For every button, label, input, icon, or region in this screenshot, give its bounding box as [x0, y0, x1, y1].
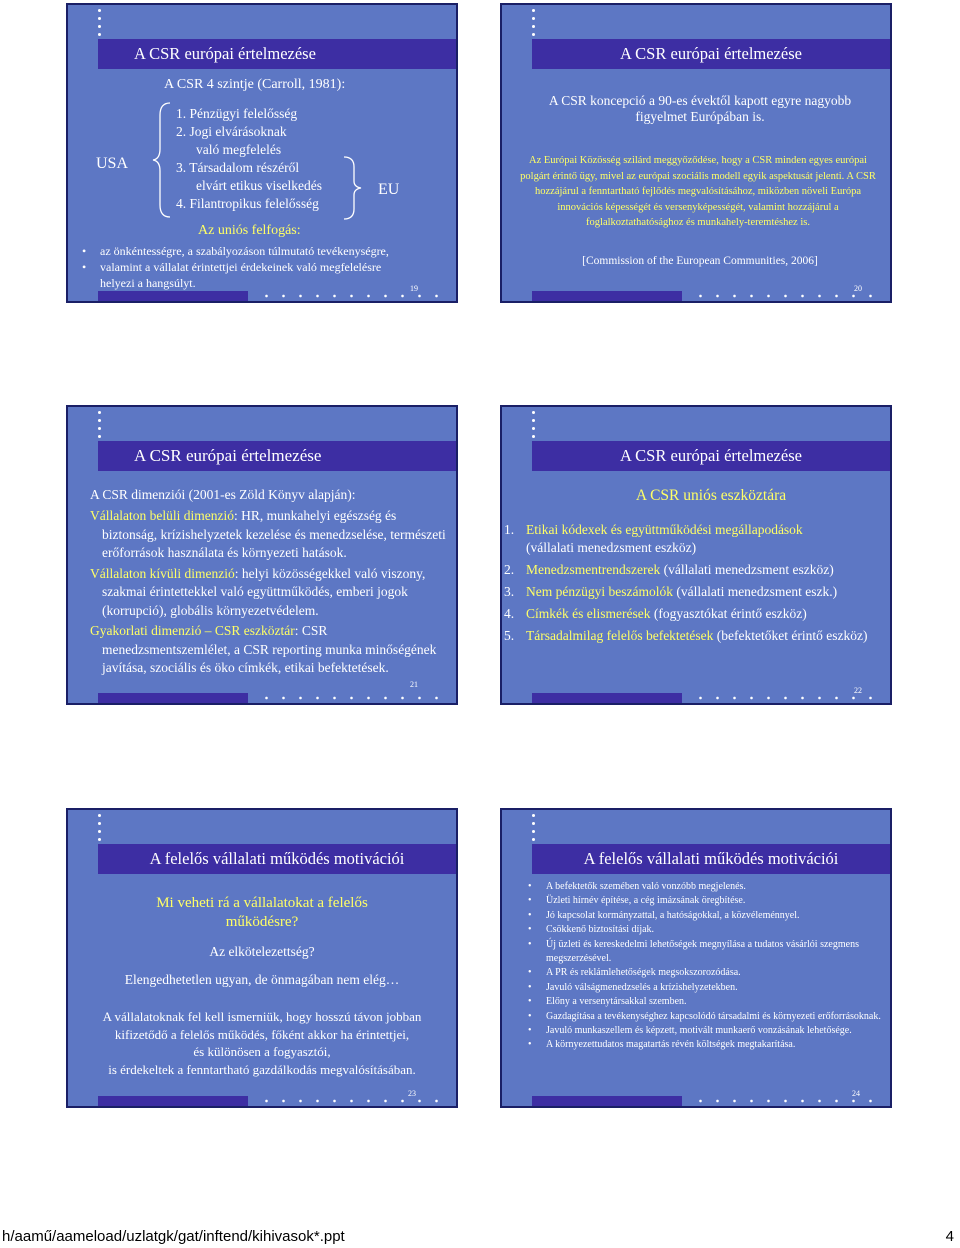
- decor-dots: [98, 9, 104, 36]
- level-2: 2. Jogi elvárásoknak: [176, 124, 287, 139]
- slide-heading: A CSR uniós eszköztára: [635, 487, 787, 504]
- slide-title: A felelős vállalati működés motivációi: [98, 844, 456, 874]
- slide-23: [66, 808, 458, 1108]
- item-number: 4.: [504, 606, 515, 621]
- paragraph-line-4: is érdekeltek a fenntartható gazdálkodás megvalósításában.: [108, 1061, 416, 1077]
- dimension-external-label: Vállalaton kívüli dimenzió: [90, 565, 235, 581]
- body-line-1: • az önkéntességre, a szabályozáson túlmutató tevékenységre,: [78, 243, 446, 259]
- carroll-levels: [176, 105, 322, 213]
- item-rest: (vállalati menedzsment eszköz): [526, 540, 697, 555]
- slide-24: [500, 808, 892, 1108]
- list-item: • Javuló munkaszellem és képzett, motivált munkaerő vonzásának lehetősége.: [524, 1024, 882, 1038]
- item-text: [526, 561, 834, 579]
- sheet-page-number: 4: [945, 1228, 954, 1245]
- page-number: 24: [852, 1089, 860, 1098]
- item-rest: (vállalati menedzsment eszk.): [676, 584, 838, 599]
- toolkit-item-5: [504, 627, 884, 645]
- page-number: 19: [410, 284, 418, 293]
- decor-dots: [532, 814, 538, 841]
- toolkit-item-3: [504, 583, 884, 601]
- slide-21: [66, 405, 458, 705]
- list-item: • Jó kapcsolat kormányzattal, a hatóságokkal, a közvéleménnyel.: [524, 909, 882, 923]
- item-rest: (befektetőket érintő eszköz): [716, 628, 868, 643]
- right-brace-icon: [342, 155, 362, 221]
- dimension-external: [90, 565, 448, 621]
- dimension-practical-label: Gyakorlati dimenzió – CSR eszköztár: [90, 623, 295, 638]
- paragraph-line-2: kifizetődő a felelős működés, főként akkor ha érintettjei,: [114, 1026, 410, 1042]
- bottom-dots: [692, 696, 880, 700]
- bottom-bar: [532, 1096, 682, 1106]
- slide-intro: A CSR koncepció a 90-es évektől kapott egyre nagyobb figyelmet Európában is.: [548, 93, 852, 124]
- slide-title: A felelős vállalati működés motivációi: [532, 844, 890, 874]
- item-bold: Menedzsmentrendszerek: [526, 562, 661, 577]
- page-number: 23: [408, 1089, 416, 1098]
- page-footer: [0, 1226, 960, 1248]
- citation: [Commission of the European Communities, 2006]: [582, 255, 818, 267]
- bottom-bar: [98, 291, 248, 301]
- slide-heading: A CSR 4 szintje (Carroll, 1981):: [164, 77, 346, 92]
- item-number: 5.: [504, 628, 515, 643]
- motivation-list: [524, 880, 882, 1053]
- list-item: • A befektetők szemében való vonzóbb megjelenés.: [524, 880, 882, 894]
- item-number: 2.: [504, 562, 515, 577]
- bottom-dots: [258, 696, 446, 700]
- slide-20: [500, 3, 892, 303]
- left-brace-icon: [152, 101, 172, 219]
- bottom-bar: [98, 1096, 248, 1106]
- slide-19: [66, 3, 458, 303]
- decor-dots: [98, 814, 104, 841]
- item-text: [526, 583, 837, 601]
- bottom-dots: [258, 1099, 446, 1103]
- statement: Elengedhetetlen ugyan, de önmagában nem elég…: [124, 972, 400, 987]
- level-3-cont: elvárt etikus viselkedés: [196, 178, 322, 193]
- dimension-internal-label: Vállalaton belüli dimenzió: [90, 508, 234, 523]
- dimension-external-text: : helyi közösségekkel való viszony, szakmai érintettekkel való együttműködés, emberi jogok (korrupció), globális környezetvédelem.: [102, 565, 426, 618]
- bottom-dots: [258, 294, 446, 298]
- item-rest: (fogyasztókat érintő eszköz): [653, 606, 807, 621]
- toolkit-item-2: [504, 561, 884, 579]
- slide-heading: A CSR dimenziói (2001-es Zöld Könyv alapján):: [90, 487, 356, 502]
- bottom-dots: [692, 294, 880, 298]
- list-item: • Javuló válságmenedzselés a krízishelyzetekben.: [524, 981, 882, 995]
- question: Mi veheti rá a vállalatokat a felelős működésre?: [156, 895, 368, 930]
- item-bold: Címkék és elismerések: [526, 606, 651, 621]
- level-3: 3. Társadalom részéről: [176, 160, 300, 175]
- slide-title: A CSR európai értelmezése: [98, 39, 456, 69]
- item-number: 1.: [504, 522, 515, 537]
- dimension-practical-text: : CSR menedzsmentszemlélet, a CSR reporting munka minőségének javítása, szociális és öko címkék, etikai befektetések.: [102, 623, 437, 675]
- toolkit-list: [504, 521, 884, 645]
- usa-label: USA: [96, 155, 129, 172]
- list-item: • Üzleti hírnév építése, a cég imázsának öregbítése.: [524, 894, 882, 908]
- decor-dots: [532, 9, 538, 36]
- slide-22: [500, 405, 892, 705]
- paragraph-line-3: és különösen a fogyasztói,: [193, 1044, 331, 1059]
- item-text: [526, 605, 807, 623]
- page-number: 21: [410, 680, 418, 689]
- page-number: 20: [854, 284, 862, 293]
- list-item: • A PR és reklámlehetőségek megsokszorozódása.: [524, 966, 882, 980]
- slide-paragraph: Az Európai Közösség szilárd meggyőződése, hogy a CSR minden egyes európai polgárt érintő ügy, mivel az európai szociális modell egyik aspektusát jelenti. A CSR hozzájárul a fenntartható fejlődés megvalósításához, miközben növeli Európa innovációs képességét és versenyképességét, valamint hozzájárul a foglalkoztathatósághoz és munkahely-teremtéshez is.: [520, 155, 876, 228]
- item-text: [526, 627, 867, 645]
- bottom-bar: [98, 693, 248, 703]
- bottom-bar: [532, 291, 682, 301]
- item-bold: Nem pénzügyi beszámolók: [526, 584, 673, 599]
- item-text: [526, 521, 803, 557]
- level-2-cont: való megfelelés: [196, 142, 282, 157]
- slide-subheading: Az uniós felfogás:: [198, 223, 301, 238]
- dimension-internal-text: : HR, munkahelyi egészség és biztonság, krízishelyzetek kezelése és menedzselése, természeti erőforrások használata és környezeti hatások.: [102, 508, 446, 560]
- decor-dots: [532, 411, 538, 438]
- answer: Az elkötelezettség?: [209, 944, 315, 959]
- list-item: • Előny a versenytársakkal szemben.: [524, 995, 882, 1009]
- toolkit-item-4: [504, 605, 884, 623]
- eu-label: EU: [378, 181, 400, 198]
- bottom-bar: [532, 693, 682, 703]
- file-path: h/aamű/aameload/uzlatgk/gat/inftend/kihivasok*.ppt: [2, 1228, 345, 1245]
- slide-body: [78, 243, 446, 291]
- item-bold: Társadalmilag felelős befektetések: [526, 628, 714, 643]
- slide-title: A CSR európai értelmezése: [532, 39, 890, 69]
- list-item: • Csökkenő biztosítási díjak.: [524, 923, 882, 937]
- dimensions: [90, 507, 448, 678]
- bottom-dots: [692, 1099, 880, 1103]
- toolkit-item-1: [504, 521, 884, 557]
- body-line-3: helyezi a hangsúlyt.: [100, 276, 196, 290]
- dimension-practical: [90, 622, 448, 678]
- list-item: • Új üzleti és kereskedelmi lehetőségek megnyílása a tudatos vásárlói szegmens megszerzésével.: [524, 938, 882, 967]
- body-line-2: • valamint a vállalat érintettjei érdekeinek való megfelelésre: [78, 259, 446, 275]
- item-bold: Etikai kódexek és együttműködési megállapodások: [526, 522, 803, 537]
- slide-title: A CSR európai értelmezése: [98, 441, 456, 471]
- paragraph-line-1: A vállalatoknak fel kell ismerniük, hogy hosszú távon jobban: [102, 1009, 422, 1024]
- page-number: 22: [854, 686, 862, 695]
- decor-dots: [98, 411, 104, 438]
- level-1: 1. Pénzügyi felelősség: [176, 106, 298, 121]
- level-4: 4. Filantropikus felelősség: [176, 196, 319, 211]
- slide-title: A CSR európai értelmezése: [532, 441, 890, 471]
- slide-paragraph: [68, 1008, 456, 1078]
- list-item: • A környezettudatos magatartás révén költségek megtakarítása.: [524, 1038, 882, 1052]
- dimension-internal: [90, 507, 448, 563]
- list-item: • Gazdagítása a tevékenységhez kapcsolódó társadalmi és környezeti erőforrásoknak.: [524, 1010, 882, 1024]
- item-rest: (vállalati menedzsment eszköz): [663, 562, 834, 577]
- item-number: 3.: [504, 584, 515, 599]
